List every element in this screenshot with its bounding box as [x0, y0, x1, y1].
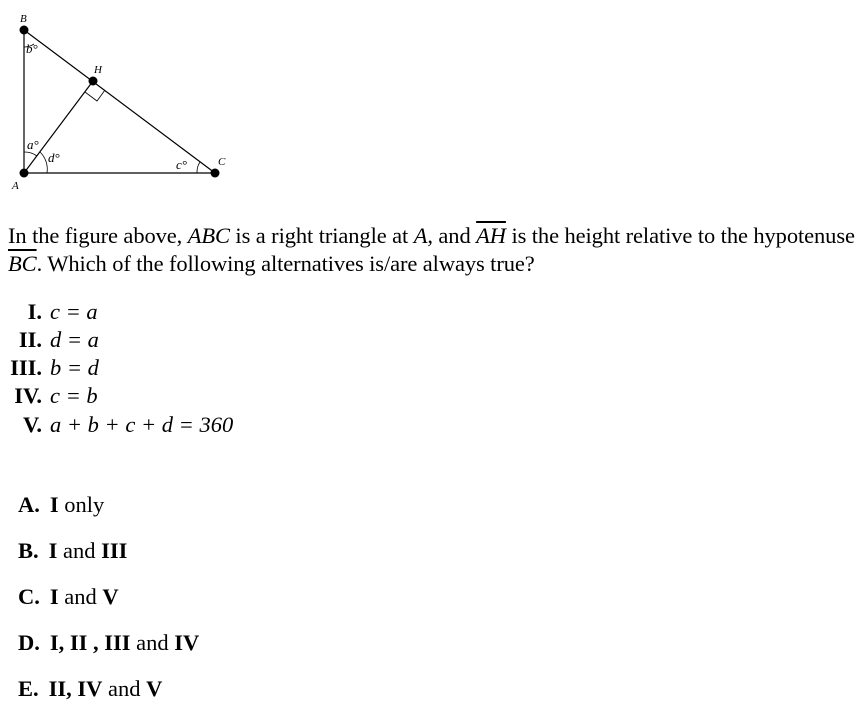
choice-text: I — [48, 538, 58, 563]
choice-letter: B. — [18, 538, 39, 563]
statement-3 — [4, 354, 99, 382]
label-b: B — [20, 13, 27, 25]
statement-expression: c = a — [50, 299, 98, 324]
choice-text: I — [49, 492, 59, 517]
choice-text: IV — [174, 630, 200, 655]
vertex-b-dot — [20, 26, 29, 35]
statement-expression: b = d — [50, 355, 99, 380]
angle-label-a: a° — [27, 137, 39, 152]
angle-arc-c — [197, 162, 200, 173]
stem-var-abc: ABC — [187, 223, 230, 248]
statement-expression: a + b + c + d = 360 — [50, 412, 234, 437]
choice-text: and — [102, 676, 147, 701]
label-c: C — [218, 156, 226, 168]
statement-1 — [4, 298, 98, 326]
angle-label-c: c° — [176, 157, 187, 172]
angle-label-d: d° — [48, 150, 60, 165]
choice-text: V — [102, 584, 119, 609]
vertex-h-dot — [89, 77, 98, 86]
choice-text: and — [57, 538, 102, 563]
choice-d[interactable] — [18, 629, 199, 657]
choice-letter: C. — [18, 584, 40, 609]
choice-text: V — [146, 676, 163, 701]
choice-c[interactable] — [18, 583, 119, 611]
right-angle-mark — [85, 90, 105, 101]
label-h: H — [94, 64, 102, 76]
angle-label-b: b° — [26, 41, 38, 56]
statement-number: II. — [18, 327, 42, 352]
choice-e[interactable] — [18, 675, 162, 703]
stem-var-a: A — [413, 223, 428, 248]
choice-text: only — [58, 492, 105, 517]
stem-text: is a right triangle at — [229, 223, 414, 248]
stem-segment-ah: $\overline{AH}$ — [476, 223, 506, 248]
choice-text: I, II , III — [49, 630, 131, 655]
statement-number: I. — [27, 299, 42, 324]
statement-2 — [4, 326, 99, 354]
label-a: A — [12, 180, 19, 192]
statement-expression: c = b — [50, 383, 98, 408]
stem-text: , and — [427, 223, 477, 248]
angle-arc-d — [40, 152, 47, 173]
choice-a[interactable] — [18, 491, 104, 519]
choice-text: and — [58, 584, 103, 609]
choice-letter: E. — [18, 676, 39, 701]
statement-5 — [4, 411, 233, 439]
choice-letter: D. — [18, 630, 40, 655]
choice-b[interactable] — [18, 537, 127, 565]
statement-number: III. — [10, 355, 42, 380]
choice-text: II, IV — [48, 676, 103, 701]
choice-letter: A. — [18, 492, 40, 517]
vertex-a-dot — [20, 169, 29, 178]
stem-text: . Which of the following alternatives is/are always true? — [36, 251, 535, 276]
question-stem — [8, 222, 858, 278]
statement-number: V. — [23, 412, 42, 437]
choice-text: I — [49, 584, 59, 609]
choice-text: and — [130, 630, 175, 655]
stem-text: is the height relative to the hypotenuse — [505, 223, 855, 248]
statement-4 — [4, 382, 98, 410]
triangle-figure — [0, 0, 240, 200]
statement-expression: d = a — [50, 327, 99, 352]
stem-text: In the figure above, — [8, 223, 188, 248]
angle-arc-a — [24, 152, 37, 156]
vertex-c-dot — [211, 169, 220, 178]
choice-text: III — [101, 538, 128, 563]
stem-segment-bc: $\overline{BC}$ — [8, 251, 37, 276]
statement-number: IV. — [14, 383, 42, 408]
